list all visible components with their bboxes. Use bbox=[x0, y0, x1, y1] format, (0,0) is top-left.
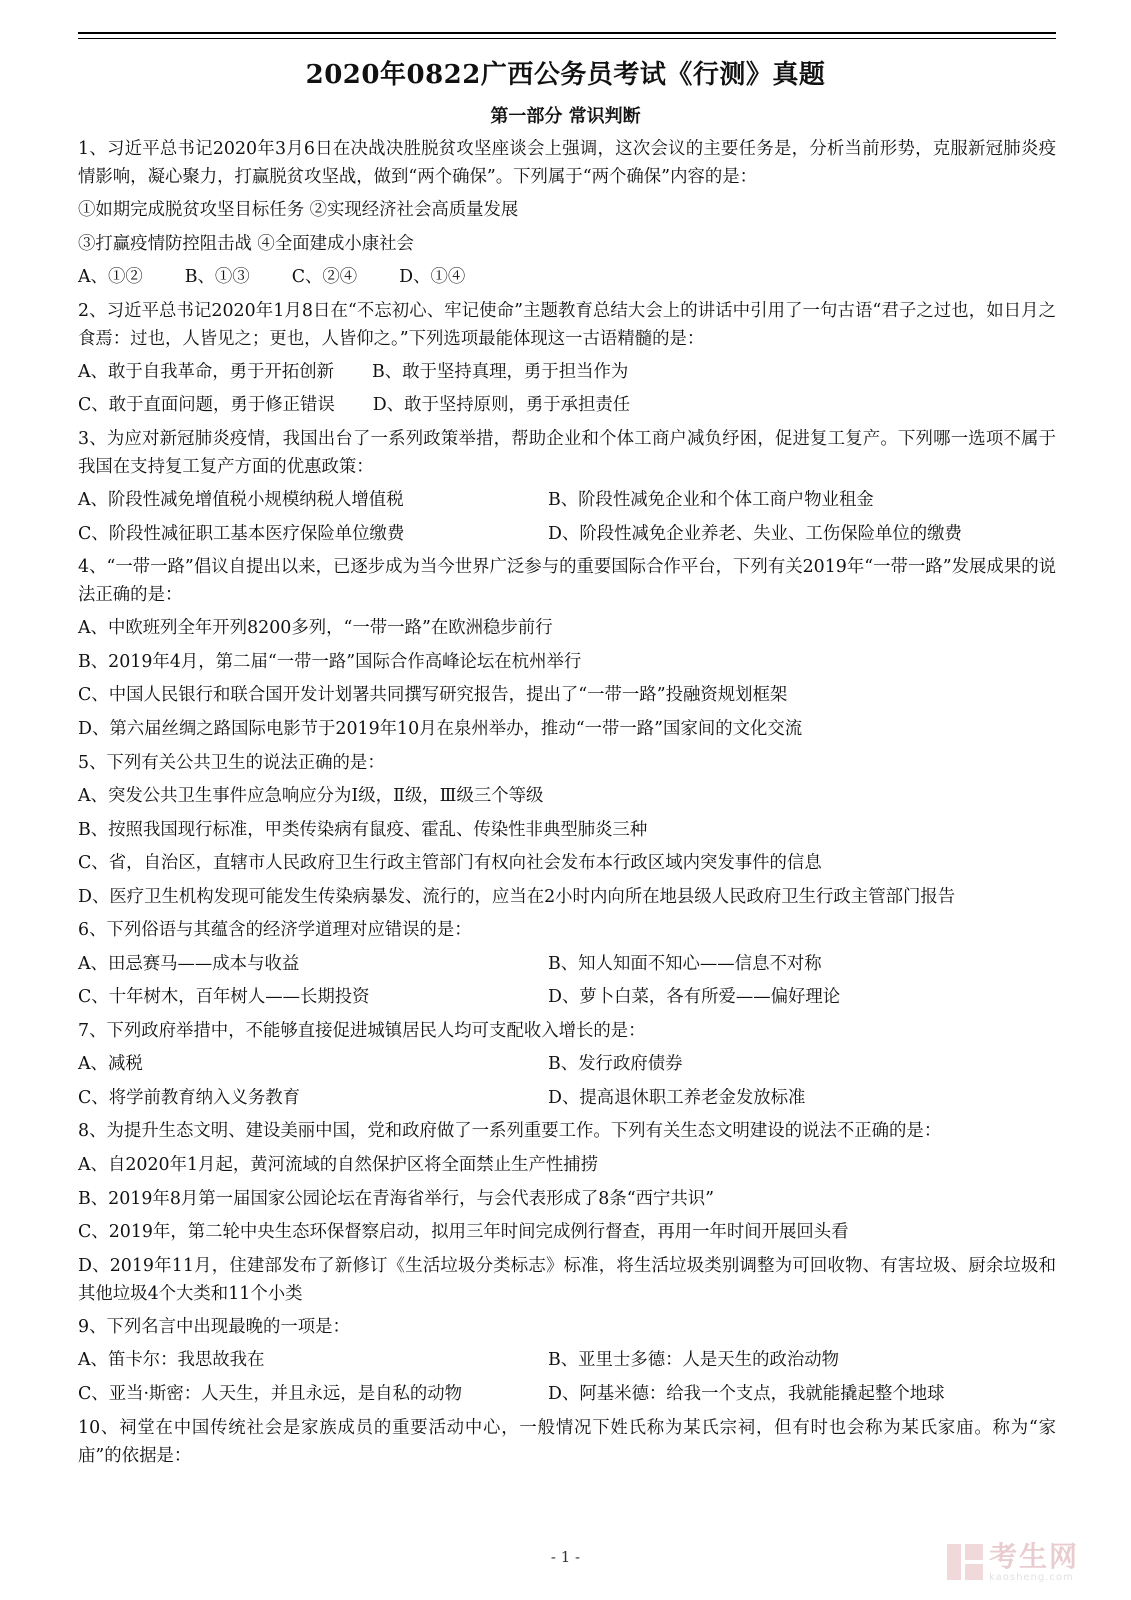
watermark-url: kaosheng.com bbox=[989, 1571, 1074, 1583]
option-d: D、2019年11月，住建部发布了新修订《生活垃圾分类标志》标准，将生活垃圾类别调整为可回收物、有害垃圾、厨余垃圾和其他垃圾4个大类和11个小类 bbox=[78, 1255, 1056, 1304]
option-b: B、2019年4月，第二届“一带一路”国际合作高峰论坛在杭州举行 bbox=[78, 651, 582, 672]
section-heading: 第一部分 常识判断 bbox=[490, 106, 641, 127]
option-b: B、亚里士多德：人是天生的政治动物 bbox=[548, 1350, 840, 1371]
option-a: A、阶段性减免增值税小规模纳税人增值税 bbox=[78, 489, 404, 510]
option-c: C、中国人民银行和联合国开发计划署共同撰写研究报告，提出了“一带一路”投融资规划框架 bbox=[78, 685, 788, 706]
option-c: C、阶段性减征职工基本医疗保险单位缴费 bbox=[78, 523, 405, 544]
option-d: D、阶段性减免企业养老、失业、工伤保险单位的缴费 bbox=[548, 523, 962, 544]
question-1-options bbox=[78, 261, 1056, 295]
question-3-options-row2 bbox=[78, 518, 1056, 552]
option-a: A、敢于自我革命，勇于开拓创新 bbox=[78, 361, 335, 382]
top-rule-thin bbox=[78, 38, 1056, 39]
option-a: A、自2020年1月起，黄河流域的自然保护区将全面禁止生产性捕捞 bbox=[78, 1155, 599, 1176]
question-7-options-row2 bbox=[78, 1082, 1056, 1116]
question-5-stem: 5、下列有关公共卫生的说法正确的是： bbox=[78, 752, 385, 773]
question-1-stem: 1、习近平总书记2020年3月6日在决战决胜脱贫攻坚座谈会上强调，这次会议的主要任务是，分析当前形势，克服新冠肺炎疫情影响，凝心聚力，打赢脱贫攻坚战，做到“两个确保”。下列属于“两个确保”内容的是： bbox=[78, 139, 1056, 187]
logo-icon bbox=[947, 1544, 983, 1580]
option-b: B、按照我国现行标准，甲类传染病有鼠疫、霍乱、传染性非典型肺炎三种 bbox=[78, 819, 648, 840]
option-c: C、亚当·斯密：人天生，并且永远，是自私的动物 bbox=[78, 1384, 463, 1405]
option-d: D、阿基米德：给我一个支点，我就能撬起整个地球 bbox=[548, 1384, 945, 1405]
question-6-options-row2 bbox=[78, 981, 1056, 1015]
option-c: C、敢于直面问题，勇于修正错误 bbox=[78, 395, 335, 416]
top-rule bbox=[78, 32, 1056, 34]
option-d: D、第六届丝绸之路国际电影节于2019年10月在泉州举办，推动“一带一路”国家间的文化交流 bbox=[78, 718, 803, 739]
option-b: B、阶段性减免企业和个体工商户物业租金 bbox=[548, 489, 874, 510]
page-title: 2020年0822广西公务员考试《行测》真题 bbox=[305, 60, 826, 90]
question-7-stem: 7、下列政府举措中，不能够直接促进城镇居民人均可支配收入增长的是： bbox=[78, 1020, 646, 1041]
question-4-stem: 4、“一带一路”倡议自提出以来，已逐步成为当今世界广泛参与的重要国际合作平台，下列有关2019年“一带一路”发展成果的说法正确的是： bbox=[78, 557, 1056, 606]
option-d: D、医疗卫生机构发现可能发生传染病暴发、流行的，应当在2小时内向所在地县级人民政府卫生行政主管部门报告 bbox=[78, 886, 956, 907]
option-d: D、提高退休职工养老金发放标准 bbox=[548, 1087, 806, 1108]
option-a: A、①② bbox=[78, 267, 143, 288]
option-a: A、减税 bbox=[78, 1054, 143, 1075]
option-c: C、②④ bbox=[291, 267, 358, 288]
option-b: B、敢于坚持真理，勇于担当作为 bbox=[372, 361, 629, 382]
option-a: A、笛卡尔：我思故我在 bbox=[78, 1350, 265, 1371]
question-8-stem: 8、为提升生态文明、建设美丽中国，党和政府做了一系列重要工作。下列有关生态文明建设的说法不正确的是： bbox=[78, 1121, 942, 1142]
question-6-stem: 6、下列俗语与其蕴含的经济学道理对应错误的是： bbox=[78, 919, 472, 940]
watermark-text: 考生网 bbox=[989, 1539, 1080, 1573]
question-2-options-row1 bbox=[78, 356, 1056, 390]
option-c: C、十年树木，百年树人——长期投资 bbox=[78, 987, 370, 1008]
page-number: - 1 - bbox=[550, 1548, 581, 1566]
option-b: B、知人知面不知心——信息不对称 bbox=[548, 953, 822, 974]
question-list bbox=[78, 133, 1056, 1473]
option-c: C、将学前教育纳入义务教育 bbox=[78, 1087, 300, 1108]
option-a: A、突发公共卫生事件应急响应分为Ⅰ级，Ⅱ级，Ⅲ级三个等级 bbox=[78, 786, 544, 807]
option-a: A、田忌赛马——成本与收益 bbox=[78, 953, 300, 974]
question-3-stem: 3、为应对新冠肺炎疫情，我国出台了一系列政策举措，帮助企业和个体工商户减负纾困，促进复工复产。下列哪一选项不属于我国在支持复工复产方面的优惠政策： bbox=[78, 428, 1056, 477]
option-d: D、①④ bbox=[399, 267, 466, 288]
watermark-logo bbox=[947, 1538, 1107, 1586]
question-9-stem: 9、下列名言中出现最晚的一项是： bbox=[78, 1316, 350, 1337]
option-b: B、①③ bbox=[184, 267, 250, 288]
question-3-options-row1 bbox=[78, 484, 1056, 518]
question-9-options-row1 bbox=[78, 1344, 1056, 1378]
option-d: D、敢于坚持原则，勇于承担责任 bbox=[372, 395, 631, 416]
question-1-item: ①如期完成脱贫攻坚目标任务 ②实现经济社会高质量发展 bbox=[78, 200, 519, 220]
question-2-options-row2 bbox=[78, 389, 1056, 423]
option-b: B、2019年8月第一届国家公园论坛在青海省举行，与会代表形成了8条“西宁共识” bbox=[78, 1188, 715, 1209]
question-6-options-row1 bbox=[78, 948, 1056, 982]
option-a: A、中欧班列全年开列8200多列，“一带一路”在欧洲稳步前行 bbox=[78, 618, 553, 639]
question-10-stem: 10、祠堂在中国传统社会是家族成员的重要活动中心，一般情况下姓氏称为某氏宗祠，但有时也会称为某氏家庙。称为“家庙”的依据是： bbox=[78, 1417, 1056, 1466]
option-c: C、省，自治区，直辖市人民政府卫生行政主管部门有权向社会发布本行政区域内突发事件的信息 bbox=[78, 853, 822, 874]
question-9-options-row2 bbox=[78, 1378, 1056, 1412]
option-d: D、萝卜白菜，各有所爱——偏好理论 bbox=[548, 987, 841, 1008]
option-b: B、发行政府债券 bbox=[548, 1054, 683, 1075]
question-7-options-row1 bbox=[78, 1048, 1056, 1082]
option-c: C、2019年，第二轮中央生态环保督察启动，拟用三年时间完成例行督查，再用一年时间开展回头看 bbox=[78, 1222, 849, 1243]
question-1-item: ③打赢疫情防控阻击战 ④全面建成小康社会 bbox=[78, 233, 414, 254]
question-2-stem: 2、习近平总书记2020年1月8日在“不忘初心、牢记使命”主题教育总结大会上的讲话中引用了一句古语“君子之过也，如日月之食焉：过也，人皆见之；更也，人皆仰之。”下列选项最能体现这一古语精髓的是： bbox=[78, 300, 1056, 349]
